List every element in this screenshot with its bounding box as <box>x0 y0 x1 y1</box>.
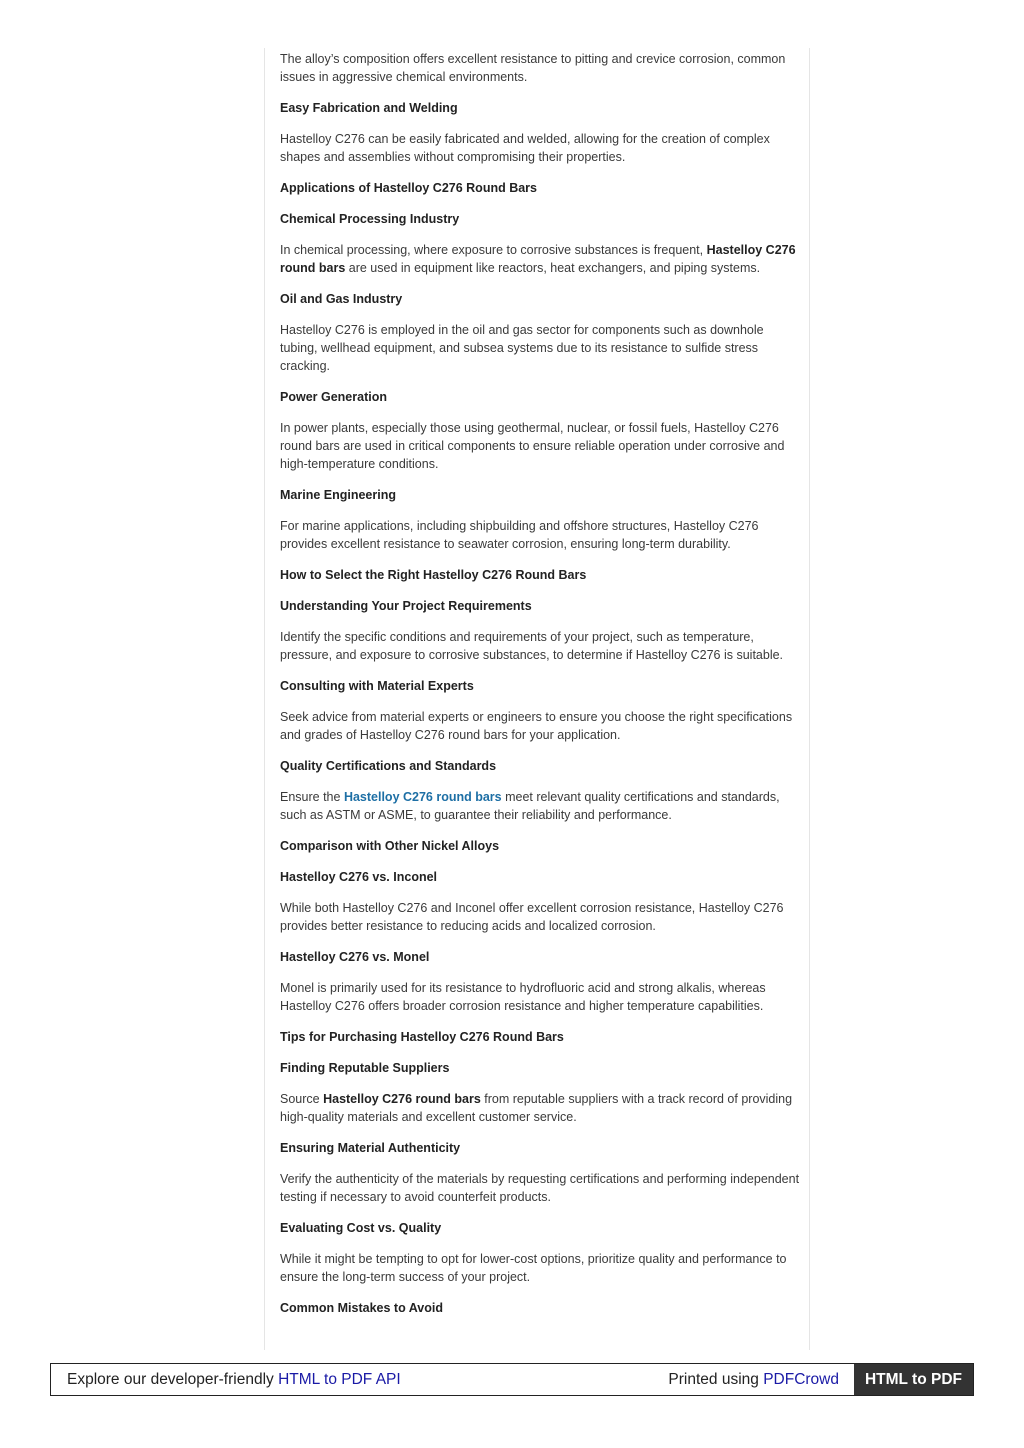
paragraph-cost: While it might be tempting to opt for lower-cost options, prioritize quality and performance to ensure the long-term success of your project. <box>280 1252 787 1284</box>
footer-explore <box>51 1371 668 1389</box>
heading-authenticity: Ensuring Material Authenticity <box>280 1141 461 1155</box>
paragraph-suppliers <box>280 1090 800 1126</box>
paragraph-power: In power plants, especially those using geothermal, nuclear, or fossil fuels, Hastelloy C276 round bars are used in critical components to ensure reliable operation under corrosive and high-temperature conditions. <box>280 421 785 471</box>
html-to-pdf-api-link[interactable]: HTML to PDF API <box>278 1370 401 1388</box>
heading-mistakes: Common Mistakes to Avoid <box>280 1301 443 1315</box>
paragraph-marine: For marine applications, including shipbuilding and offshore structures, Hastelloy C276 provides excellent resistance to seawater corrosion, ensuring long-term durability. <box>280 519 759 551</box>
paragraph-requirements: Identify the specific conditions and requirements of your project, such as temperature, pressure, and exposure to corrosive substances, to determine if Hastelloy C276 is suitable. <box>280 630 784 662</box>
heading-requirements: Understanding Your Project Requirements <box>280 599 532 613</box>
hastelloy-round-bars-link[interactable]: Hastelloy C276 round bars <box>343 790 502 804</box>
heading-monel: Hastelloy C276 vs. Monel <box>280 950 430 964</box>
document-page <box>264 48 810 1350</box>
article-content <box>280 50 800 1330</box>
heading-cost: Evaluating Cost vs. Quality <box>280 1221 442 1235</box>
heading-quality: Quality Certifications and Standards <box>280 759 497 773</box>
heading-fabrication: Easy Fabrication and Welding <box>280 101 458 115</box>
heading-chemical: Chemical Processing Industry <box>280 212 460 226</box>
pdfcrowd-footer-bar <box>50 1363 974 1396</box>
paragraph-composition: The alloy’s composition offers excellent resistance to pitting and crevice corrosion, common issues in aggressive chemical environments. <box>280 52 786 84</box>
footer-printed <box>668 1371 854 1389</box>
paragraph-experts: Seek advice from material experts or engineers to ensure you choose the right specifications and grades of Hastelloy C276 round bars for your application. <box>280 710 793 742</box>
paragraph-monel: Monel is primarily used for its resistance to hydrofluoric acid and strong alkalis, whereas Hastelloy C276 offers broader corrosion resistance and higher temperature capabilities. <box>280 981 766 1013</box>
footer-printed-text: Printed using <box>668 1370 764 1388</box>
paragraph-fabrication: Hastelloy C276 can be easily fabricated and welded, allowing for the creation of complex shapes and assemblies without compromising their properties. <box>280 132 770 164</box>
heading-select: How to Select the Right Hastelloy C276 Round Bars <box>280 568 587 582</box>
paragraph-chemical <box>280 241 800 277</box>
heading-oil-gas: Oil and Gas Industry <box>280 292 403 306</box>
paragraph-oil-gas: Hastelloy C276 is employed in the oil and gas sector for components such as downhole tubing, wellhead equipment, and subsea systems due to its resistance to sulfide stress cracking. <box>280 323 764 373</box>
paragraph-suppliers-text-a: Source <box>280 1092 324 1106</box>
heading-tips: Tips for Purchasing Hastelloy C276 Round Bars <box>280 1030 564 1044</box>
pdfcrowd-link[interactable]: PDFCrowd <box>763 1370 839 1388</box>
paragraph-quality-text-a: Ensure the <box>280 790 344 804</box>
heading-marine: Marine Engineering <box>280 488 396 502</box>
heading-experts: Consulting with Material Experts <box>280 679 474 693</box>
heading-comparison: Comparison with Other Nickel Alloys <box>280 839 500 853</box>
heading-power: Power Generation <box>280 390 387 404</box>
paragraph-authenticity: Verify the authenticity of the materials by requesting certifications and performing independent testing if necessary to avoid counterfeit products. <box>280 1172 800 1204</box>
html-to-pdf-badge[interactable]: HTML to PDF <box>854 1364 973 1395</box>
heading-applications: Applications of Hastelloy C276 Round Bars <box>280 181 537 195</box>
paragraph-inconel: While both Hastelloy C276 and Inconel offer excellent corrosion resistance, Hastelloy C276 provides better resistance to reducing acids and localized corrosion. <box>280 901 784 933</box>
paragraph-chemical-text-a: In chemical processing, where exposure to corrosive substances is frequent, <box>280 243 707 257</box>
footer-explore-text: Explore our developer-friendly <box>67 1370 279 1388</box>
heading-suppliers: Finding Reputable Suppliers <box>280 1061 450 1075</box>
heading-inconel: Hastelloy C276 vs. Inconel <box>280 870 438 884</box>
paragraph-quality-text-b: meet relevant quality certifications and standards, such as ASTM or ASME, to guarantee their reliability and performance. <box>280 790 780 822</box>
paragraph-chemical-bold: Hastelloy C276 round bars <box>280 243 796 275</box>
paragraph-quality <box>280 788 800 824</box>
paragraph-suppliers-text-b: from reputable suppliers with a track record of providing high-quality materials and excellent customer service. <box>280 1092 793 1124</box>
paragraph-chemical-text-b: are used in equipment like reactors, heat exchangers, and piping systems. <box>345 261 761 275</box>
paragraph-suppliers-bold: Hastelloy C276 round bars <box>323 1092 481 1106</box>
